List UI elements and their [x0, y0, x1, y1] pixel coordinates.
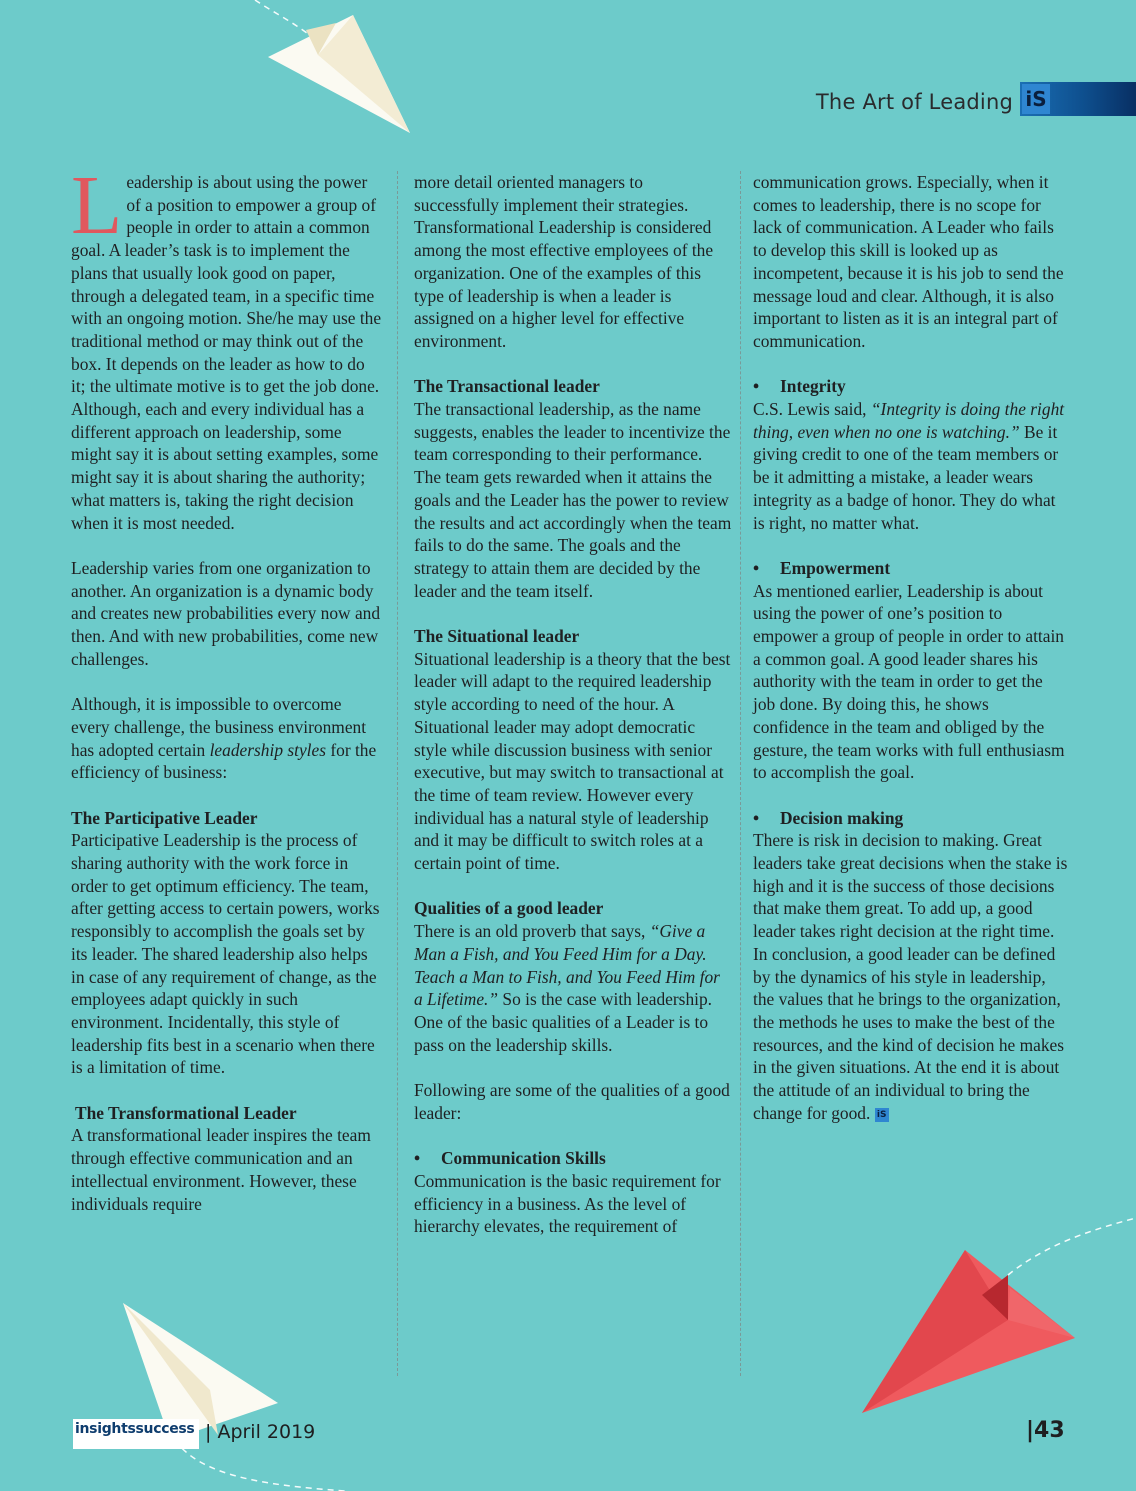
intro-paragraph: Leadership is about using the power of a position to empower a group of people in order to attain a common goal. A leader’s task is to implement the plans that usually look good on paper, through a delegated team, in a specific time with an ongoing motion. She/he may use the traditional method or may think out of the box. It depends on the leader as how to do it; the ultimate motive is to get the job done. Although, each and every individual has a different approach on leadership, some might say it is about setting examples, some might say it is about sharing the authority; what matters is, taking the right decision when it is most needed.: [71, 159, 382, 533]
paper-plane-icon-red: [862, 1250, 1075, 1413]
bullet: •: [753, 807, 760, 828]
paragraph: As mentioned earlier, Leadership is about using the power of one’s position to empower a group of people in order to attain a common goal. A good leader shares his authority with the team in order to get the job done. By doing this, he shows confidence in the team and obliged by the gesture, the team works with full enthusiasm to accomplish the goal.: [753, 580, 1065, 783]
paper-plane-icon-top: [268, 15, 410, 133]
paragraph: more detail oriented managers to successfully implement their strategies. Transformational Leadership is considered among the most effective employees of the organization. One of the examples of this type of leadership is when a leader is assigned on a higher level for effective environment.: [414, 172, 714, 351]
bullet-heading: • Integrity: [753, 376, 846, 397]
bullet: •: [753, 557, 760, 578]
article-column-3: [753, 171, 1069, 1147]
paragraph: There is an old proverb that says, “Give a Man a Fish, and You Feed Him for a Day. Teach a Man to Fish, and You Feed Him for a Lifetime.” So is the case with leadership. One of the basic qualities of a Leader is to pass on the leadership skills.: [414, 921, 720, 1055]
section-heading: Qualities of a good leader: [414, 898, 604, 919]
paragraph: There is risk in decision to making. Great leaders take great decisions when the stake is high and it is the success of those decisions that make them great. To add up, a good leader takes right decision at the right time. In conclusion, a good leader can be defined by the dynamics of his style in leadership, the values that he brings to the organization, the methods he uses to make the best of the resources, and the kind of decision he makes in the given situations. At the end it is about the attitude of an individual to bring the change for good. iS: [753, 830, 1068, 1123]
paragraph: Following are some of the qualities of a good leader:: [414, 1080, 730, 1123]
issue-date: | April 2019: [205, 1421, 316, 1443]
paragraph: Communication is the basic requirement for efficiency in a business. As the level of hierarchy elevates, the requirement of: [414, 1170, 721, 1237]
column-divider: [397, 171, 398, 1376]
section-heading: The Situational leader: [414, 626, 580, 647]
bullet-heading: • Communication Skills: [414, 1148, 606, 1169]
bullet: •: [753, 376, 760, 397]
paragraph: C.S. Lewis said, “Integrity is doing the right thing, even when no one is watching.” Be it giving credit to one of the team members or be it admitting a mistake, a leader wears integrity as a badge of honor. They do what is right, no matter what.: [753, 399, 1065, 533]
section-heading: The Participative Leader: [71, 807, 258, 828]
logo-icon: iS: [1022, 84, 1050, 114]
paragraph: The transactional leadership, as the name suggests, enables the leader to incentivize the team corresponding to their performance. The team gets rewarded when it attains the goals and the Leader has the power to review the results and act accordingly when the team fails to do the same. The goals and the strategy to attain them are decided by the leader and the team itself.: [414, 399, 732, 601]
brand-logo-text: insightssuccess: [75, 1421, 195, 1437]
dropcap: L: [71, 159, 123, 252]
paragraph: A transformational leader inspires the team through effective communication and an intellectual environment. However, these individuals require: [71, 1125, 371, 1214]
plane-trail-bottom-left: [175, 1440, 345, 1491]
column-divider: [740, 171, 741, 1376]
paragraph: Leadership varies from one organization to another. An organization is a dynamic body and creates new probabilities every now and then. And with new probabilities, come new challenges.: [71, 557, 381, 669]
article-column-2: [414, 171, 732, 1261]
bullet-heading: • Decision making: [753, 807, 904, 828]
plane-trail-right: [1008, 1218, 1136, 1275]
end-mark-icon: iS: [875, 1108, 889, 1122]
paragraph: communication grows. Especially, when it comes to leadership, there is no scope for lack of communication. A Leader who fails to develop this skill is looked up as incompetent, because it is his job to send the message loud and clear. Although, it is also important to listen as it is an integral part of communication.: [753, 172, 1064, 351]
section-heading: The Transactional leader: [414, 376, 600, 397]
page-number: |43: [1026, 1418, 1065, 1443]
article-column-1: [71, 159, 383, 1238]
brand-logo: [73, 1419, 199, 1449]
bullet: •: [414, 1148, 421, 1169]
paragraph: Participative Leadership is the process of sharing authority with the work force in order to get optimum efficiency. The team, after getting access to certain powers, works responsibly to accomplish the goals set by its leader. The shared leadership also helps in case of any requirement of change, as the employees adapt quickly in such environment. Incidentally, this style of leadership fits best in a scenario when there is a limitation of time.: [71, 830, 380, 1078]
section-heading: The Transformational Leader: [71, 1102, 297, 1123]
section-title: The Art of Leading: [815, 90, 1013, 114]
paragraph: Although, it is impossible to overcome every challenge, the business environment has adopted certain leadership styles for the efficiency of business:: [71, 694, 377, 783]
paragraph: Situational leadership is a theory that the best leader will adapt to the required leadership style according to need of the hour. A Situational leader may adopt democratic style while discussion business with senior executive, but may switch to transactional at the time of team review. However every individual has a natural style of leadership and it may be difficult to switch roles at a certain point of time.: [414, 648, 731, 874]
bullet-heading: • Empowerment: [753, 557, 891, 578]
